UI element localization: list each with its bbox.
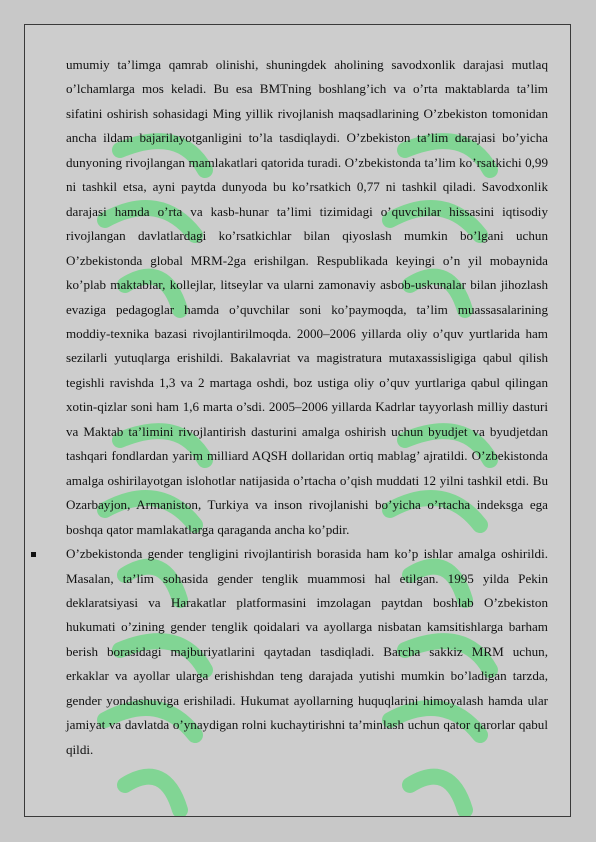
bullet-item [66,542,548,762]
document-body [66,53,548,762]
paragraph-continued: umumiy ta’limga qamrab olinishi, shuningdek aholining savodxonlik darajasi mutlaq o’lchamlarga mos keladi. Bu esa BMTning boshlang’ich va o’rta maktablarda ta’lim sifatini oshirish sohasidagi Ming yillik rivojlanish maqsadlarining O’zbekiston tomonidan ancha ildam bajarilayotganligini to’la tasdiqlaydi. O’zbekiston ta’lim darajasi bo’yicha dunyoning rivojlangan mamlakatlari qatorida turadi. O’zbekistonda ta’lim ko’rsatkichi 0,99 ni tashkil etsa, ayni paytda dunyoda bu ko’rsatkich 0,77 ni tashkil qiladi. Savodxonlik darajasi hamda o’rta va kasb-hunar ta’limi tizimidagi o’quvchilar hissasini iqtisodiy rivojlangan davlatlardagi ko’rsatkichlar bilan qiyoslash mumkin bo’lgani uchun O’zbekistonda global MRM-2ga erishilgan. Respublikada keyingi o’n yil mobaynida ko’plab maktablar, kollejlar, litseylar va ularni zamonaviy asbob-uskunalar bilan jihozlash evaziga pedagoglar hamda o’quvchilar soni ko’paymoqda, ta’lim muassasalarining moddiy-texnika bazasi rivojlantirilmoqda. 2000–2006 yillarda oliy o’quv yurtlarida ham sezilarli yutuqlarga erishildi. Bakalavriat va magistratura mutaxassisligiga qabul qilish tegishli ravishda 1,3 va 2 martaga oshdi, boz ustiga oliy o’quv yurtlariga qabul qilingan xotin-qizlar soni ham 1,6 marta o’sdi. 2005–2006 yillarda Kadrlar tayyorlash milliy dasturi va Maktab ta’limini rivojlantirish dasturini amalga oshirish uchun byudjet va byudjetdan tashqari fondlardan yarim milliard AQSH dollaridan ortiq mablag’ ajratildi. O’zbekistonda amalga oshirilayotgan islohotlar natijasida o’rtacha o’qish muddati 12 yilni tashkil etdi. Bu Ozarbayjon, Armaniston, Turkiya va inson rivojlanishi bo’yicha o’rtacha indeksga ega boshqa qator mamlakatlarga qaraganda ancha ko’pdir. [66,57,548,537]
document-page [24,24,571,817]
bullet-marker [31,552,36,557]
bullet-paragraph: O’zbekistonda gender tengligini rivojlantirish borasida ham ko’p ishlar amalga oshirildi. Masalan, ta’lim sohasida gender tenglik muammosi hal etilgan. 1995 yilda Pekin deklaratsiyasi va Harakatlar platformasini imzolagan paytdan boshlab O’zbekiston hukumati o’zining gender tenglik qoidalari va ayollarga nisbatan kamsitishlarga barham berish borasidagi majburiyatlarini qaytadan tasdiqladi. Barcha sakkiz MRM uchun, erkaklar va ayollar ularga erishishdan teng darajada yutishi mumkin bo’ladigan tarzda, gender yondashuviga erishiladi. Hukumat ayollarning huquqlarini himoyalash hamda ular jamiyat va davlatda o’ynaydigan rolni kuchaytirishni ta’minlash uchun qator qarorlar qabul qildi. [66,546,548,757]
